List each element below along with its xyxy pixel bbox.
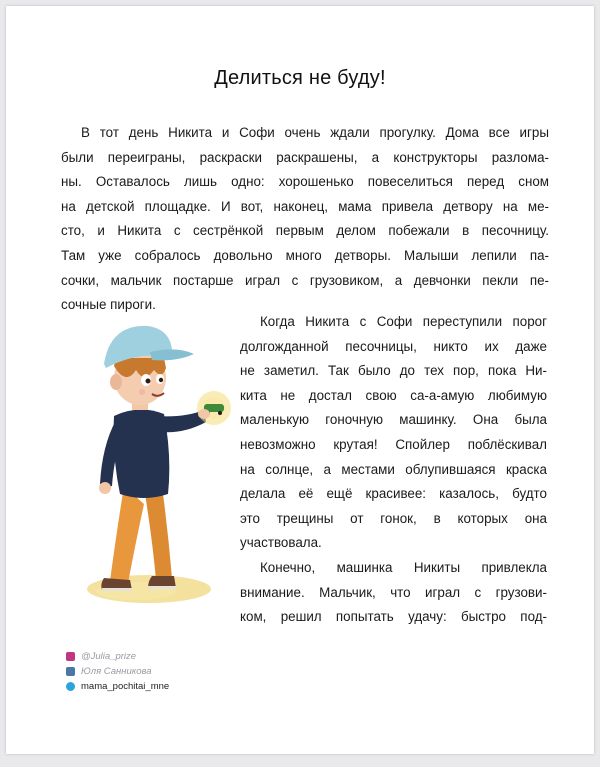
- instagram-credit[interactable]: [66, 649, 169, 664]
- boy-with-toy-car-illustration: [44, 306, 244, 606]
- vk-name: Юля Санникова: [81, 666, 152, 677]
- instagram-handle: @Julia_prize: [81, 651, 137, 662]
- text-line: Когда Никита с Софи переступили порог: [260, 314, 547, 329]
- paragraph-1: [61, 121, 549, 318]
- text-line: не заметил. Так было до тех пор, пока Ни-: [240, 363, 547, 379]
- text-line: внимание. Мальчик, что играл с грузови-: [240, 584, 547, 600]
- paragraph-3: [240, 556, 547, 630]
- text-line: маленькую гоночную машинку. Она была: [240, 412, 547, 428]
- paragraph-2: [240, 310, 547, 556]
- text-line: участвовала.: [240, 535, 322, 551]
- text-line: В тот день Никита и Софи очень ждали прогулку. Дома все игры: [81, 125, 549, 140]
- vk-icon: [66, 667, 75, 676]
- text-line: ны. Оставалось лишь одно: хорошенько повеселиться перед сном: [61, 174, 549, 190]
- text-line: это трещины от гонок, в которых она: [240, 510, 547, 526]
- vk-credit[interactable]: [66, 664, 169, 679]
- book-page: [6, 6, 594, 754]
- author-credits: [66, 649, 169, 694]
- text-line: невозможно крутая! Спойлер поблёскивал: [240, 436, 547, 452]
- text-line: на детской площадке. И вот, наконец, мама привела детвору на ме-: [61, 198, 549, 214]
- telegram-credit[interactable]: [66, 679, 169, 694]
- telegram-handle: mama_pochitai_mne: [81, 681, 170, 692]
- instagram-icon: [66, 652, 75, 661]
- text-line: были переиграны, раскраски раскрашены, а конструкторы разлома-: [61, 149, 549, 165]
- text-line: долгожданной песочницы, никто их даже: [240, 338, 547, 354]
- page-title: Делиться не буду!: [214, 67, 386, 89]
- text-line: на солнце, а местами облупившаяся краска: [240, 461, 547, 477]
- telegram-icon: [66, 682, 75, 691]
- text-line: сто, и Никита с сестрёнкой первым делом побежали в песочницу.: [61, 223, 549, 239]
- text-line: Конечно, машинка Никиты привлекла: [260, 560, 547, 575]
- text-line: сочные пироги.: [61, 297, 156, 313]
- text-line: делала её ещё красивее: казалось, будто: [240, 486, 547, 502]
- text-line: Там уже собралось довольно много детворы. Малыши лепили па-: [61, 247, 549, 263]
- text-line: ком, решил попытать удачу: быстро под-: [240, 609, 547, 625]
- text-line: сочки, мальчик постарше играл с грузовиком, а девчонки пекли пе-: [61, 272, 549, 288]
- text-line: кита не достал свою са-а-амую любимую: [240, 387, 547, 403]
